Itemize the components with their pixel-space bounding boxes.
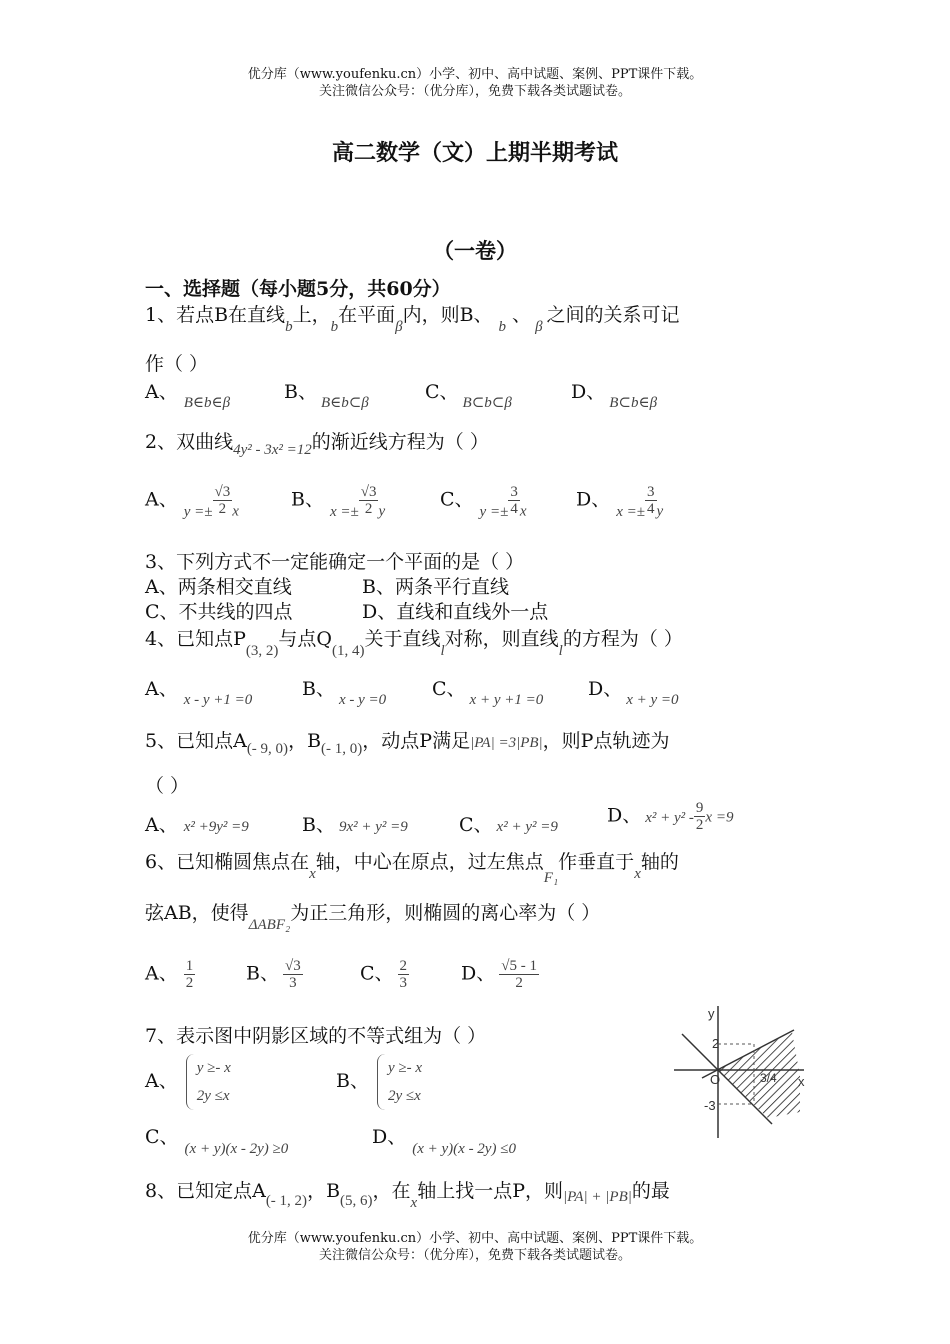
q7-option-a: A、 y ≥- x 2y ≤x [145, 1054, 231, 1110]
question-7-stem: 7、表示图中阴影区域的不等式组为（ ） [145, 1025, 487, 1047]
tick-label-34: 3/4 [760, 1071, 777, 1085]
question-5-stem: 5、已知点$A_{(- 9, 0)}$，$B_{(- 1, 0)}$，动点P满足|PA| =3|PB|，则P点轨迹为 [145, 730, 670, 757]
question-5-stem-cont: （ ） [145, 775, 190, 797]
section-heading: 一、选择题（每小题5分，共60分） [145, 278, 451, 300]
q5-option-b: B、 9x² + y² =9 [302, 814, 408, 836]
origin-label: O [710, 1072, 721, 1087]
q4-option-d: D、 $_{x + y =0}$ [588, 678, 679, 708]
q1-option-d: D、 $_{B\subset b\in\beta}$ [571, 381, 658, 411]
q3-option-a: A、两条相交直线 [145, 576, 292, 598]
question-3-stem: 3、下列方式不一定能确定一个平面的是（ ） [145, 551, 525, 573]
header-line-2: 关注微信公众号：（优分库），免费下载各类试题试卷。 [318, 84, 631, 99]
q7-option-b: B、 y ≥- x 2y ≤x [336, 1054, 422, 1110]
tick-label-neg3: -3 [704, 1098, 716, 1113]
y-axis-label: y [708, 1006, 715, 1021]
q2-option-d: D、$_{x =\pm}$ $\frac{3}{4}$ $_y$ [576, 484, 664, 520]
page-footer [0, 1230, 950, 1264]
q3-option-d: D、直线和直线外一点 [362, 601, 549, 623]
tick-label-2: 2 [712, 1036, 720, 1051]
page-header [0, 66, 950, 100]
question-8-stem: 8、已知定点$A_{(- 1, 2)}$，$B_{(5, 6)}$，在$_x$轴上找一点P，则$_{|PA| + |PB|}$的最 [145, 1180, 670, 1211]
paper-subtitle: （一卷） [433, 238, 517, 263]
q1-option-a: A、 $_{B\in b\in\beta}$ [145, 381, 231, 411]
q2-option-b: B、$_{x =\pm}$ $\frac{√3}{2}$ $_y$ [291, 484, 386, 520]
q3-option-c: C、不共线的四点 [145, 601, 293, 623]
q6-option-c: C、 $\frac{2}{3}$ [360, 958, 408, 991]
q4-option-b: B、 $_{x - y =0}$ [302, 678, 387, 708]
q5-option-c: C、 x² + y² =9 [459, 814, 558, 836]
question-6-stem-cont: 弦AB，使得$_{\Delta ABF_2}$为正三角形，则椭圆的离心率为（ ） [145, 902, 601, 933]
question-6-stem: 6、已知椭圆焦点在$_x$轴，中心在原点，过左焦点$_{F_1}$作垂直于$_x$轴的 [145, 851, 679, 886]
header-line-1: 优分库（www.youfenku.cn）小学、初中、高中试题、案例、PPT课件下载。 [247, 67, 703, 82]
q6-option-a: A、 $\frac{1}{2}$ [145, 958, 194, 991]
footer-line-1: 优分库（www.youfenku.cn）小学、初中、高中试题、案例、PPT课件下载。 [247, 1231, 703, 1246]
q6-option-d: D、 $\frac{√5 - 1}{2}$ [461, 958, 537, 991]
q2-option-c: C、$_{y =\pm}$ $\frac{3}{4}$ $_x$ [440, 484, 527, 520]
footer-line-2: 关注微信公众号：（优分库），免费下载各类试题试卷。 [318, 1248, 631, 1263]
shaded-region-figure [672, 1000, 810, 1140]
exam-title: 高二数学（文）上期半期考试 [331, 140, 618, 166]
x-axis-label: x [798, 1074, 805, 1089]
q7-option-c: C、$_{(x + y)(x - 2y) \ge 0}$ [145, 1126, 289, 1157]
q1-option-c: C、 $_{B\subset b\subset\beta}$ [425, 381, 512, 411]
question-4-stem: 4、已知点$P_{(3, 2)}$与点$Q_{(1, 4)}$关于直线$_l$对称，则直线$_l$的方程为（ ） [145, 628, 683, 659]
q7-option-d: D、$_{(x + y)(x - 2y) \le 0}$ [372, 1126, 516, 1157]
q3-option-b: B、两条平行直线 [362, 576, 509, 598]
question-1-stem: 1、若点B在直线$_b$上，$_b$在平面$_\beta$内，则B、$_b$、$_\beta$之间的关系可记 [145, 304, 680, 335]
question-1-stem-cont: 作（ ） [145, 353, 209, 375]
q6-option-b: B、 $\frac{√3}{3}$ [246, 958, 301, 991]
q1-option-b: B、 $_{B\in b\subset\beta}$ [284, 381, 369, 411]
question-2-stem: 2、双曲线$_{4y^2 - 3x^2 =12}$的渐近线方程为（ ） [145, 431, 489, 458]
q5-option-d: D、 x² + y² - $\frac{9}{2}$ x =9 [607, 800, 734, 833]
q4-option-a: A、 $_{x - y +1 =0}$ [145, 678, 253, 708]
q2-option-a: A、$_{y =\pm}$ $\frac{√3}{2}$ $_x$ [145, 484, 239, 520]
q4-option-c: C、 $_{x + y +1 =0}$ [432, 678, 544, 708]
q5-option-a: A、 x² +9y² =9 [145, 814, 249, 836]
